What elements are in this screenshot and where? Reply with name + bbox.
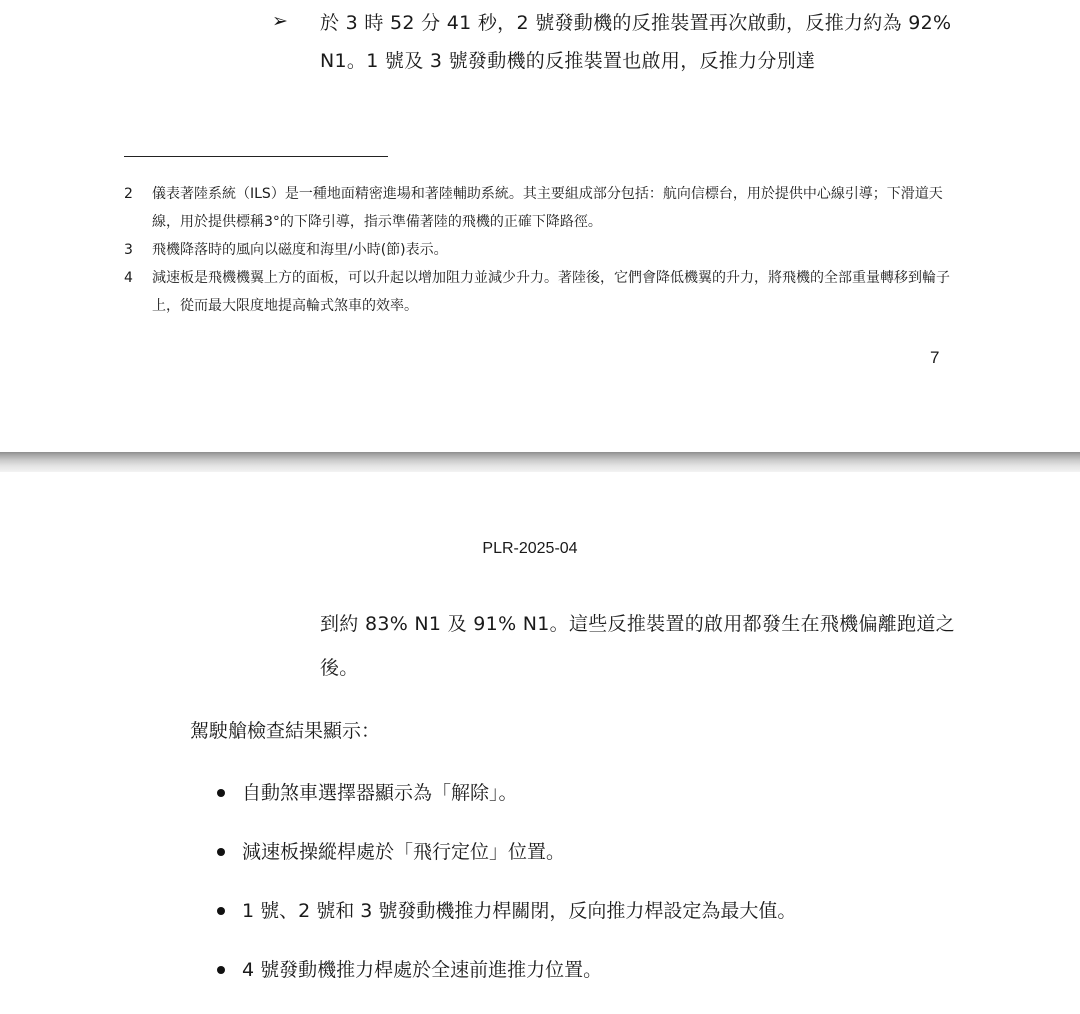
page-number: 7: [930, 348, 940, 367]
footnote-text: 儀表著陸系統（ILS）是一種地面精密進場和著陸輔助系統。其主要組成部分包括：航向信標台，用於提供中心線引導；下滑道天線，用於提供標稱3°的下降引導，指示準備著陸的飛機的正確下降路徑。: [152, 186, 943, 230]
page-separator: [0, 452, 1080, 472]
list-item-text: 自動煞車選擇器顯示為「解除」。: [242, 782, 518, 804]
list-item-text: 1 號、2 號和 3 號發動機推力桿關閉，反向推力桿設定為最大值。: [242, 900, 797, 922]
cockpit-findings-heading: 駕駛艙檢查結果顯示：: [190, 720, 381, 742]
footnote-text: 減速板是飛機機翼上方的面板，可以升起以增加阻力並減少升力。著陸後，它們會降低機翼的升力，將飛機的全部重量轉移到輪子上，從而最大限度地提高輪式煞車的效率。: [152, 270, 950, 314]
bullet-icon: [217, 966, 225, 974]
footnote-number: 4: [124, 270, 133, 286]
continuation-paragraph: 到約 83% N1 及 91% N1。這些反推裝置的啟用都發生在飛機偏離跑道之後。: [320, 613, 955, 679]
list-item-text: 減速板操縱桿處於「飛行定位」位置。: [242, 841, 566, 863]
footnote-text: 飛機降落時的風向以磁度和海里/小時(節)表示。: [152, 242, 448, 258]
arrow-bullet-icon: ➢: [272, 10, 288, 32]
bullet-icon: [217, 907, 225, 915]
document-page-7: [0, 0, 1080, 452]
arrow-item-text: 於 3 時 52 分 41 秒，2 號發動機的反推裝置再次啟動，反推力約為 92% N1。1 號及 3 號發動機的反推裝置也啟用，反推力分別達: [320, 12, 952, 72]
footnotes: [124, 180, 964, 320]
footnote: [124, 264, 964, 320]
list-item-text: 4 號發動機推力桿處於全速前進推力位置。: [242, 959, 603, 981]
document-page-8: [0, 472, 1080, 991]
footnote: [124, 180, 964, 236]
bullet-icon: [217, 848, 225, 856]
bullet-icon: [217, 789, 225, 797]
footnote: [124, 236, 964, 264]
footnote-number: 3: [124, 242, 133, 258]
footnote-number: 2: [124, 186, 133, 202]
footnote-divider: [124, 156, 388, 157]
document-id-header: PLR-2025-04: [482, 540, 578, 557]
